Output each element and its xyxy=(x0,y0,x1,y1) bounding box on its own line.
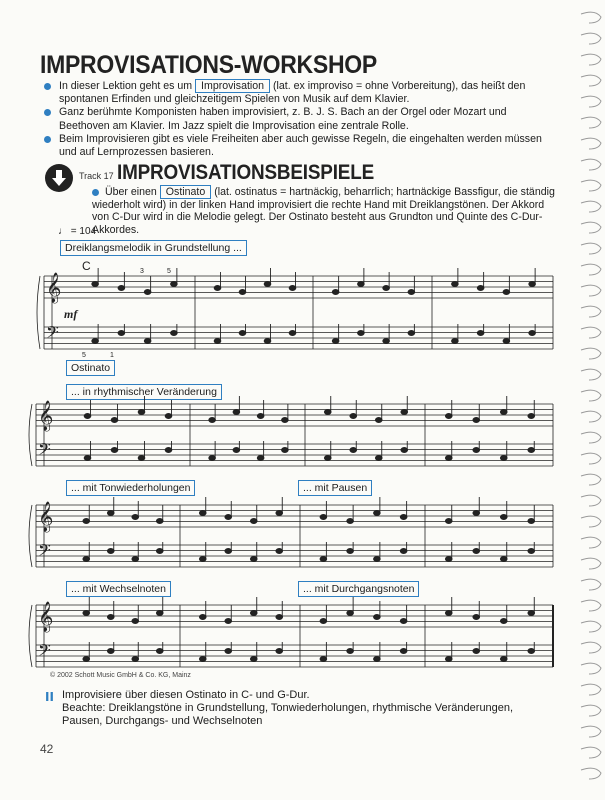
term-box: Ostinato xyxy=(160,185,211,199)
note-head xyxy=(503,290,510,295)
note-head xyxy=(132,515,139,520)
note-head xyxy=(199,511,206,516)
spiral-ring xyxy=(581,12,601,23)
dynamic-marking: mf xyxy=(64,307,78,321)
note-head xyxy=(276,549,283,554)
spiral-ring xyxy=(581,663,601,674)
spiral-ring xyxy=(581,306,601,317)
note-head xyxy=(282,448,289,453)
note-head xyxy=(144,290,151,295)
note-head xyxy=(264,339,271,344)
note-head xyxy=(144,339,151,344)
bass-clef-icon: 𝄢 xyxy=(46,322,59,346)
note-head xyxy=(332,290,339,295)
note-head xyxy=(374,657,381,662)
spiral-ring xyxy=(581,432,601,443)
spiral-ring xyxy=(581,159,601,170)
spiral-ring xyxy=(581,96,601,107)
note-head xyxy=(282,418,289,423)
note-head xyxy=(503,339,510,344)
spiral-ring xyxy=(581,201,601,212)
spiral-ring xyxy=(581,726,601,737)
treble-clef-icon: 𝄞 xyxy=(38,502,54,532)
note-head xyxy=(528,448,535,453)
note-head xyxy=(383,286,390,291)
note-head xyxy=(500,557,507,562)
note-head xyxy=(445,456,452,461)
note-head xyxy=(324,456,331,461)
brace xyxy=(37,276,40,349)
note-head xyxy=(324,410,331,415)
note-head xyxy=(257,414,264,419)
note-head xyxy=(250,611,257,616)
spiral-ring xyxy=(581,285,601,296)
note-head xyxy=(445,657,452,662)
spiral-ring xyxy=(581,747,601,758)
note-head xyxy=(350,448,357,453)
spiral-ring xyxy=(581,54,601,65)
task-icon: II xyxy=(45,690,54,704)
note-head xyxy=(473,649,480,654)
note-head xyxy=(165,414,172,419)
note-head xyxy=(445,414,452,419)
note-head xyxy=(358,282,365,287)
note-head xyxy=(350,414,357,419)
spiral-ring xyxy=(581,348,601,359)
note-head xyxy=(320,619,327,624)
treble-clef-icon: 𝄞 xyxy=(46,273,62,303)
spiral-ring xyxy=(581,474,601,485)
spiral-ring xyxy=(581,117,601,128)
spiral-ring xyxy=(581,621,601,632)
note-head xyxy=(401,448,408,453)
note-head xyxy=(445,611,452,616)
label-wechselnoten: ... mit Wechselnoten xyxy=(66,581,171,597)
spiral-ring xyxy=(581,684,601,695)
treble-clef-icon: 𝄞 xyxy=(38,401,54,431)
note-head xyxy=(199,657,206,662)
note-head xyxy=(347,611,354,616)
note-head xyxy=(138,456,145,461)
spiral-ring xyxy=(581,579,601,590)
bass-clef-icon: 𝄢 xyxy=(38,439,51,463)
spiral-ring xyxy=(581,558,601,569)
note-head xyxy=(239,290,246,295)
note-head xyxy=(408,331,415,336)
spiral-ring xyxy=(581,180,601,191)
note-head xyxy=(375,418,382,423)
note-head xyxy=(383,339,390,344)
note-head xyxy=(233,448,240,453)
note-head xyxy=(225,649,232,654)
note-head xyxy=(276,615,283,620)
track-label: Track 17 xyxy=(79,171,114,181)
spiral-ring xyxy=(581,243,601,254)
note-head xyxy=(473,615,480,620)
note-head xyxy=(528,649,535,654)
note-head xyxy=(320,657,327,662)
term-box: Improvisation xyxy=(195,79,270,93)
note-head xyxy=(250,557,257,562)
note-head xyxy=(374,557,381,562)
note-head xyxy=(347,649,354,654)
note-head xyxy=(118,286,125,291)
note-head xyxy=(400,619,407,624)
note-head xyxy=(408,290,415,295)
note-head xyxy=(83,519,90,524)
note-head xyxy=(276,649,283,654)
note-head xyxy=(452,339,459,344)
intro-bullet-3: Beim Improvisieren gibt es viele Freiheiten aber auch gewisse Regeln, die eingehalten werden müssen und auf Lernprozessen basieren. xyxy=(44,133,554,159)
note-head xyxy=(233,410,240,415)
note-head xyxy=(320,515,327,520)
spiral-ring xyxy=(581,327,601,338)
label-tonwiederholungen: ... mit Tonwiederholungen xyxy=(66,480,195,496)
treble-clef-icon: 𝄞 xyxy=(38,602,54,632)
note-head xyxy=(239,331,246,336)
note-head xyxy=(214,286,221,291)
note-head xyxy=(473,418,480,423)
brace xyxy=(29,505,32,567)
note-head xyxy=(332,339,339,344)
note-head xyxy=(156,519,163,524)
note-head xyxy=(225,619,232,624)
note-head xyxy=(375,456,382,461)
note-head xyxy=(171,331,178,336)
note-head xyxy=(107,615,114,620)
fingering: 3 xyxy=(140,268,144,275)
note-head xyxy=(107,549,114,554)
spiral-ring xyxy=(581,222,601,233)
fingering: 1 xyxy=(110,352,114,359)
note-head xyxy=(500,619,507,624)
note-head xyxy=(320,557,327,562)
note-head xyxy=(209,418,216,423)
note-head xyxy=(209,456,216,461)
note-head xyxy=(84,456,91,461)
section-title: IMPROVISATIONSBEISPIELE xyxy=(117,161,375,184)
note-head xyxy=(214,339,221,344)
note-head xyxy=(257,456,264,461)
note-head xyxy=(107,511,114,516)
note-head xyxy=(225,549,232,554)
tempo-marking: ♩ = 104 xyxy=(58,226,97,237)
note-head xyxy=(171,282,178,287)
label-ostinato: Ostinato xyxy=(66,360,115,376)
example-description: Über einen Ostinato (lat. ostinatus = hartnäckig, beharrlich; hartnäckige Bassfigur, die ständig wiederholt wird) in der linken Hand improvisiert die rechte Hand mit Dreiklangstönen. Der Akkord von C-Dur wird in die Melodie gelegt. Der Ostinato besteht aus Grundton und Quinte des C-Dur-Akkordes. xyxy=(92,186,555,236)
spiral-ring xyxy=(581,75,601,86)
label-dreiklang: Dreiklangsmelodik in Grundstellung ... xyxy=(60,240,247,256)
note-head xyxy=(400,515,407,520)
note-head xyxy=(111,418,118,423)
spiral-ring xyxy=(581,453,601,464)
note-head xyxy=(529,282,536,287)
note-head xyxy=(374,615,381,620)
spiral-ring xyxy=(581,264,601,275)
note-head xyxy=(84,414,91,419)
note-head xyxy=(165,448,172,453)
task-text: Improvisiere über diesen Ostinato in C- und G-Dur. Beachte: Dreiklangstöne in Grundstellung, Tonwiederholungen, rhythmische Veränderungen, Pausen, Durchgangs- und Wechselnoten xyxy=(62,689,514,728)
spiral-ring xyxy=(581,516,601,527)
fingering: 5 xyxy=(167,268,171,275)
intro-bullet-2: Ganz berühmte Komponisten haben improvisiert, z. B. J. S. Bach an der Orgel oder Mozart und Beethoven am Klavier. Im Jazz spielt die Improvisation eine zentrale Rolle. xyxy=(44,106,554,132)
note-head xyxy=(358,331,365,336)
note-head xyxy=(83,557,90,562)
spiral-ring xyxy=(581,33,601,44)
bass-clef-icon: 𝄢 xyxy=(38,540,51,564)
brace xyxy=(29,605,32,667)
note-head xyxy=(289,331,296,336)
spiral-binding-icon xyxy=(579,0,605,800)
bass-clef-icon: 𝄢 xyxy=(38,640,51,664)
note-head xyxy=(500,410,507,415)
note-head xyxy=(132,557,139,562)
note-head xyxy=(225,515,232,520)
note-head xyxy=(264,282,271,287)
spiral-ring xyxy=(581,705,601,716)
note-head xyxy=(473,511,480,516)
note-head xyxy=(400,649,407,654)
note-head xyxy=(477,331,484,336)
note-head xyxy=(400,549,407,554)
note-head xyxy=(138,410,145,415)
note-head xyxy=(500,515,507,520)
spiral-ring xyxy=(581,642,601,653)
label-durchgangsnoten: ... mit Durchgangsnoten xyxy=(298,581,419,597)
note-head xyxy=(473,448,480,453)
note-head xyxy=(250,519,257,524)
brace xyxy=(29,404,32,466)
label-pausen: ... mit Pausen xyxy=(298,480,372,496)
note-head xyxy=(500,657,507,662)
note-head xyxy=(477,286,484,291)
note-head xyxy=(528,519,535,524)
note-head xyxy=(156,611,163,616)
page-number: 42 xyxy=(40,742,54,756)
note-head xyxy=(445,519,452,524)
note-head xyxy=(500,456,507,461)
note-head xyxy=(156,649,163,654)
note-head xyxy=(347,519,354,524)
copyright: © 2002 Schott Music GmbH & Co. KG, Mainz xyxy=(50,672,191,679)
note-head xyxy=(347,549,354,554)
note-head xyxy=(132,657,139,662)
note-head xyxy=(528,549,535,554)
note-head xyxy=(107,649,114,654)
note-head xyxy=(92,339,99,344)
note-head xyxy=(118,331,125,336)
note-head xyxy=(528,611,535,616)
spiral-ring xyxy=(581,138,601,149)
note-head xyxy=(445,557,452,562)
spiral-ring xyxy=(581,600,601,611)
page-title: IMPROVISATIONS-WORKSHOP xyxy=(40,51,377,79)
spiral-ring xyxy=(581,537,601,548)
intro-bullet-1: In dieser Lektion geht es um Improvisation (lat. ex improviso = ohne Vorbereitung), das heißt den spontanen Erfinden und gleichzeitigem Spielen von Musik auf dem Klavier. xyxy=(44,80,554,106)
label-rhythmisch: ... in rhythmischer Veränderung xyxy=(66,384,222,400)
note-head xyxy=(452,282,459,287)
note-head xyxy=(83,657,90,662)
note-head xyxy=(401,410,408,415)
fingering: 5 xyxy=(82,352,86,359)
spiral-ring xyxy=(581,768,601,779)
note-head xyxy=(289,286,296,291)
note-head xyxy=(473,549,480,554)
spiral-ring xyxy=(581,495,601,506)
note-head xyxy=(156,549,163,554)
note-head xyxy=(111,448,118,453)
note-head xyxy=(276,511,283,516)
note-head xyxy=(374,511,381,516)
note-head xyxy=(199,557,206,562)
note-head xyxy=(92,282,99,287)
spiral-ring xyxy=(581,369,601,380)
note-head xyxy=(83,611,90,616)
spiral-ring xyxy=(581,411,601,422)
chord-symbol: C xyxy=(82,259,91,273)
note-head xyxy=(529,331,536,336)
note-head xyxy=(199,615,206,620)
spiral-ring xyxy=(581,390,601,401)
note-head xyxy=(528,414,535,419)
note-head xyxy=(132,619,139,624)
note-head xyxy=(250,657,257,662)
